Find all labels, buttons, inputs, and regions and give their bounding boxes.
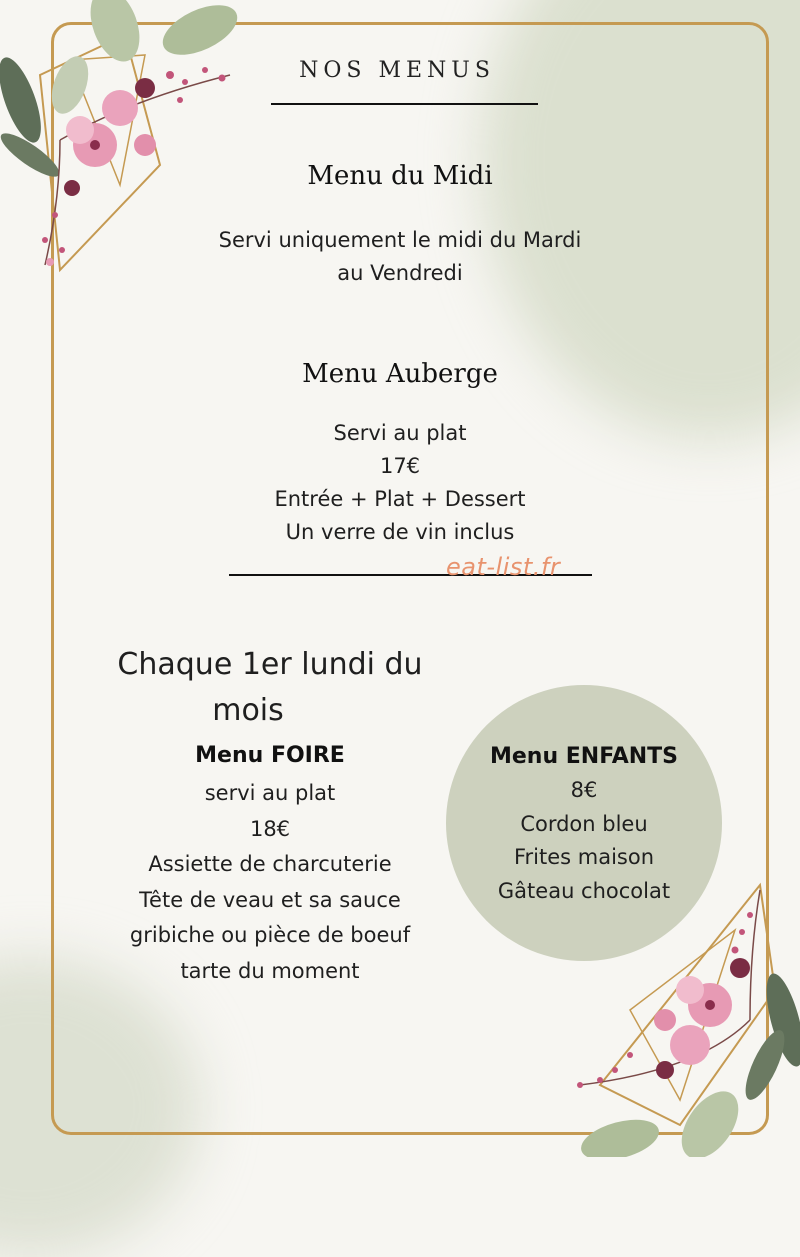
menu-foire-line: Assiette de charcuterie [148, 852, 392, 876]
menu-foire-line: gribiche ou pièce de boeuf [129, 923, 411, 947]
title-underline [271, 103, 538, 105]
menu-midi-line: Servi uniquement le midi du Mardi [218, 228, 582, 252]
menu-enfants-heading: Menu ENFANTS [489, 744, 679, 769]
menu-enfants-line: Gâteau chocolat [497, 878, 671, 903]
menu-auberge-line: Un verre de vin inclus [285, 520, 515, 544]
menu-midi-line: au Vendredi [337, 261, 463, 285]
menu-enfants-line: Cordon bleu [520, 811, 648, 836]
menu-enfants-circle [446, 685, 722, 961]
menu-foire-intro: Chaque 1er lundi du [117, 647, 423, 682]
watermark: eat-list.fr [446, 553, 561, 581]
menu-foire-block [100, 642, 440, 989]
menu-foire-line: Tête de veau et sa sauce [139, 887, 401, 912]
menu-foire-heading: Menu FOIRE [195, 743, 345, 768]
menu-foire-line: tarte du moment [180, 958, 360, 983]
menu-enfants-line: Frites maison [513, 845, 655, 869]
menu-auberge-description [0, 417, 800, 549]
menu-midi-description [0, 224, 800, 290]
menu-foire-line: servi au plat [204, 781, 336, 805]
menu-enfants-price: 8€ [570, 778, 598, 802]
page-title: NOS MENUS [299, 58, 495, 83]
menu-auberge-line: Servi au plat [333, 421, 467, 445]
menu-midi-heading: Menu du Midi [307, 161, 493, 191]
menu-foire-price: 18€ [249, 816, 291, 841]
menu-auberge-heading: Menu Auberge [302, 359, 498, 389]
menu-auberge-line: Entrée + Plat + Dessert [274, 487, 526, 511]
menu-foire-intro: mois [212, 693, 284, 728]
menu-auberge-price: 17€ [379, 454, 421, 478]
